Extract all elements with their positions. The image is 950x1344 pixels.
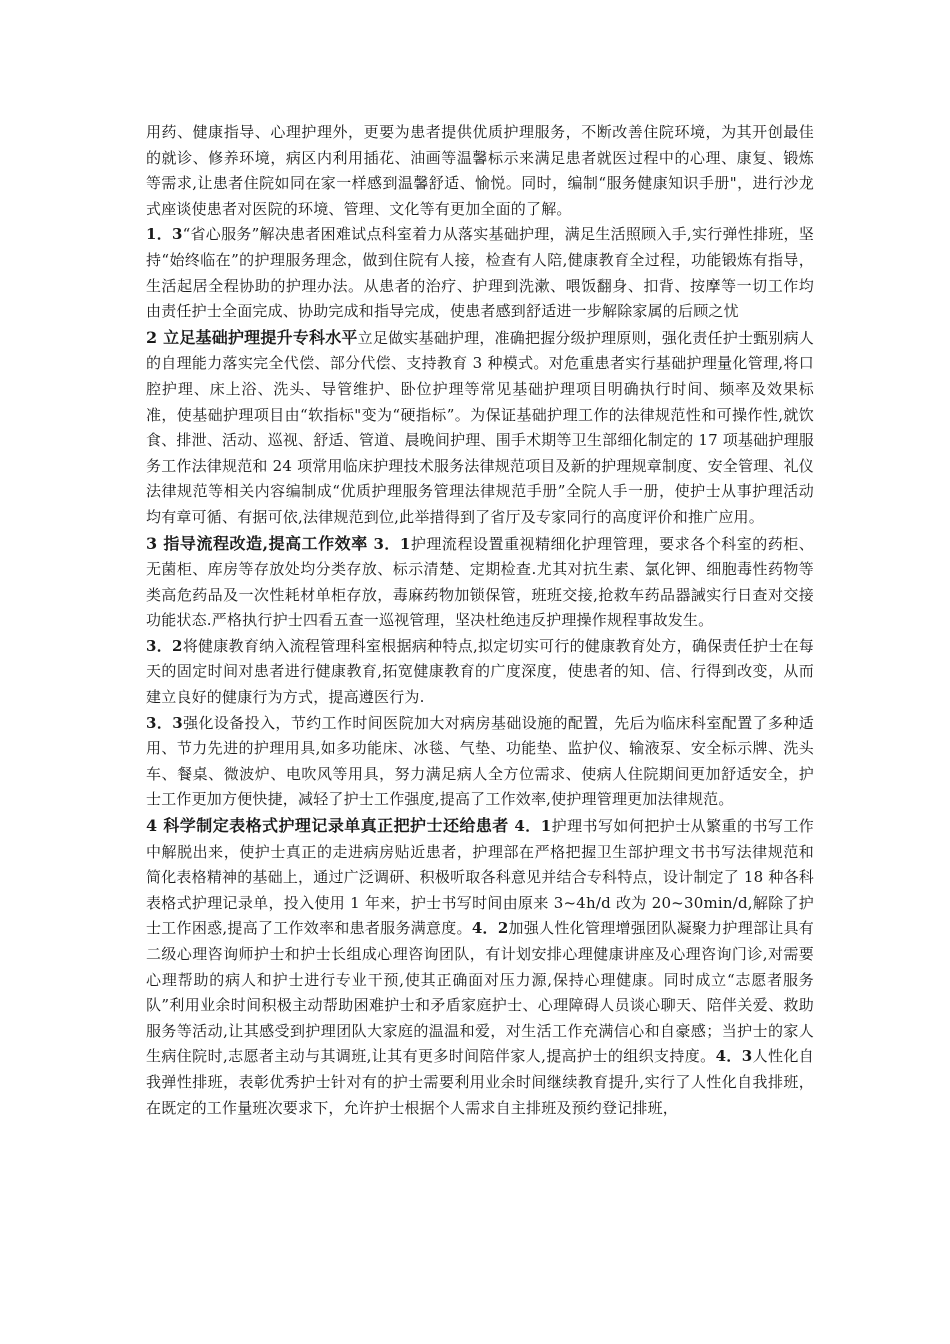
section-heading-2: 2 立足基础护理提升专科水平 [146, 327, 358, 347]
section-number: 3．3 [146, 713, 183, 732]
paragraph-text: 护理书写如何把护士从繁重的书写工作中解脱出来，使护士真正的走进病房贴近患者，护理部在严格把握卫生部护理文书书写法律规范和简化表格精神的基础上，通过广泛调研、积极听取各科意见并结合专科特点，设计制定了 18 种各科表格式护理记录单，投入使用 1 年来，护士书写时间由原来 3~4h/d 改为 20~30min/d,解除了护士工作困惑,提高了工作效率和患者服务满意度。 [146, 817, 814, 938]
paragraph-text: 加强人性化管理增强团队凝聚力护理部让具有二级心理咨询师护士和护士长组成心理咨询团队，有计划安排心理健康讲座及心理咨询门诊,对需要心理帮助的病人和护士进行专业干预,使其正确面对压力源,保持心理健康。同时成立“志愿者服务队”利用业余时间积极主动帮助困难护士和矛盾家庭护士、心理障碍人员谈心聊天、陪伴关爱、救助服务等活动,让其感受到护理团队大家庭的温温和爱，对生活工作充满信心和自豪感；当护士的家人生病住院时,志愿者主动与其调班,让其有更多时间陪伴家人,提高护士的组织支持度。 [146, 919, 814, 1066]
paragraph-3-2 [146, 634, 814, 711]
paragraph-text: 强化设备投入，节约工作时间医院加大对病房基础设施的配置，先后为临床科室配置了多种适用、节力先进的护理用具,如多功能床、冰毯、气垫、功能垫、监护仪、输液泵、安全标示牌、洗头车、餐桌、微波炉、电吹风等用具，努力满足病人全方位需求、使病人住院期间更加舒适安全，护士工作更加方便快捷，减轻了护士工作强度,提高了工作效率,使护理管理更加法律规范。 [146, 713, 814, 809]
paragraph-text: 立足做实基础护理，准确把握分级护理原则，强化责任护士甄别病人的自理能力落实完全代偿、部分代偿、支持教育 3 种模式。对危重患者实行基础护理量化管理,将口腔护理、床上浴、洗头、导管维护、卧位护理等常见基础护理项目明确执行时间、频率及效果标准，使基础护理项目由“软指标"变为“硬指标”。为保证基础护理工作的法律规范性和可操作性,就饮食、排泄、活动、巡视、舒适、管道、晨晚间护理、围手术期等卫生部细化制定的 17 项基础护理服务工作法律规范和 24 项常用临床护理技术服务法律规范项目及新的护理规章制度、安全管理、礼仪法律规范等相关内容编制成“优质护理服务管理法律规范手册”全院人手一册，使护士从事护理活动均有章可循、有据可依,法律规范到位,此举措得到了省厅及专家同行的高度评价和推广应用。 [146, 328, 814, 526]
section-number: 3．1 [367, 534, 411, 553]
section-number: 4．1 [508, 817, 552, 836]
section-number: 1．3 [146, 225, 183, 244]
paragraph-text: 用药、健康指导、心理护理外，更要为患者提供优质护理服务，不断改善住院环境，为其开创最佳的就诊、修养环境，病区内利用插花、油画等温馨标示来满足患者就医过程中的心理、康复、锻炼等需求,让患者住院如同在家一样感到温馨舒适、愉悦。同时，编制“服务健康知识手册"，进行沙龙式座谈使患者对医院的环境、管理、文化等有更加全面的了解。 [146, 123, 814, 218]
paragraph-text: 护理流程设置重视精细化护理管理，要求各个科室的药柜、无菌柜、库房等存放处均分类存放、标示清楚、定期检查.尤其对抗生素、氯化钾、细胞毒性药物等类高危药品及一次性耗材单柜存放，毒麻药物加锁保管，班班交接,抢救车药品器誡实行日查对交接功能状态.严格执行护士四看五查一巡视管理，坚决杜绝违反护理操作规程事故发生。 [146, 534, 815, 630]
paragraph-3-3 [146, 711, 814, 813]
section-number: 4．2 [471, 919, 509, 938]
paragraph-1-3-worry-free-service [146, 222, 814, 324]
paragraph-section-3 [146, 531, 814, 634]
paragraph-text: 将健康教育纳入流程管理科室根据病种特点,拟定切实可行的健康教育处方，确保责任护士在每天的固定时间对患者进行健康教育,拓宽健康教育的广度深度，使患者的知、信、行得到改变，从而建立良好的健康行为方式，提高遵医行为. [146, 636, 814, 707]
section-number: 3．2 [146, 636, 183, 655]
paragraph-text: “省心服务”解决患者困难试点科室着力从落实基础护理，满足生活照顾入手,实行弹性排班，坚持“始终临在”的护理服务理念，做到住院有人接，检查有人陪,健康教育全过程，功能锻炼有指导，生活起居全程协助的护理办法。从患者的治疗、护理到洗漱、喂饭翻身、扣背、按摩等一切工作均由责任护士全面完成、协助完成和指导完成，使患者感到舒适进一步解除家属的后顾之忧 [146, 225, 814, 321]
paragraph-section-4 [146, 813, 814, 1121]
document-page [146, 120, 814, 1121]
section-heading-3: 3 指导流程改造,提高工作效率 [146, 533, 368, 553]
paragraph-nursing-environment [146, 120, 814, 222]
section-heading-4: 4 科学制定表格式护理记录单真正把护士还给患者 [146, 816, 509, 836]
paragraph-section-2 [146, 325, 814, 531]
section-number: 4．3 [715, 1047, 753, 1066]
paragraph-text: 人性化自我弹性排班，表彰优秀护士针对有的护士需要利用业余时间继续教育提升,实行了人性化自我排班，在既定的工作量班次要求下，允许护士根据个人需求自主排班及预约登记排班， [146, 1047, 814, 1117]
